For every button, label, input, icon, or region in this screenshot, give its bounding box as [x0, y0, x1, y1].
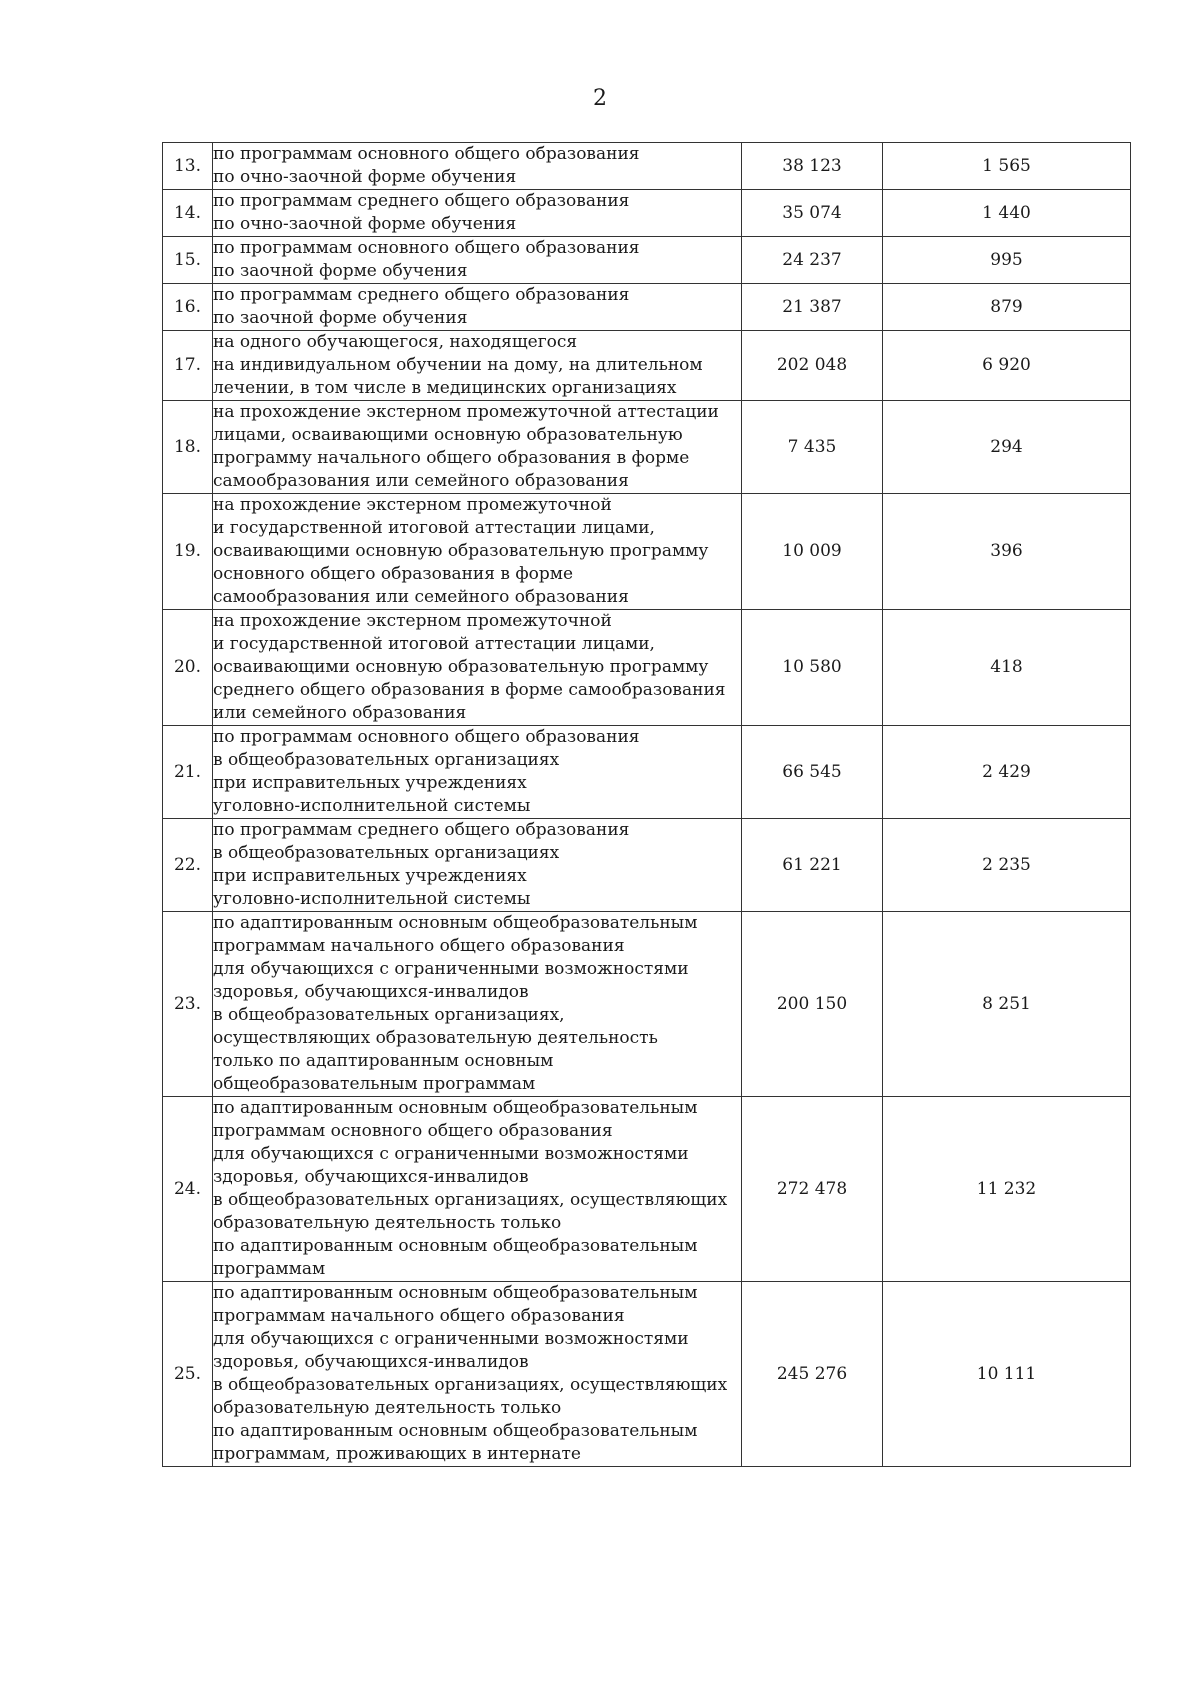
description-line: по программам среднего общего образования — [213, 191, 630, 211]
description-line: на прохождение экстерном промежуточной — [213, 495, 612, 515]
row-description — [213, 190, 742, 237]
description-line: по заочной форме обучения — [213, 308, 468, 328]
value-column-1: 10 009 — [742, 494, 883, 610]
value-column-1: 24 237 — [742, 237, 883, 284]
row-description — [213, 912, 742, 1097]
description-line: на индивидуальном обучении на дому, на длительном — [213, 355, 703, 375]
value-column-2: 879 — [883, 284, 1131, 331]
value-column-1: 7 435 — [742, 401, 883, 494]
row-description — [213, 494, 742, 610]
description-line: по программам основного общего образования — [213, 144, 640, 164]
description-line: по очно-заочной форме обучения — [213, 214, 517, 234]
value-column-2: 8 251 — [883, 912, 1131, 1097]
description-line: по программам основного общего образования — [213, 238, 640, 258]
row-description — [213, 284, 742, 331]
row-description — [213, 143, 742, 190]
table-row — [163, 1282, 1131, 1467]
row-number: 17. — [163, 331, 213, 401]
row-description — [213, 819, 742, 912]
table-row — [163, 1097, 1131, 1282]
description-line: в общеобразовательных организациях — [213, 843, 560, 863]
description-line: по очно-заочной форме обучения — [213, 167, 517, 187]
row-description — [213, 610, 742, 726]
row-number: 18. — [163, 401, 213, 494]
description-line: и государственной итоговой аттестации лицами, — [213, 634, 655, 654]
description-line: образовательную деятельность только — [213, 1398, 562, 1418]
row-number: 20. — [163, 610, 213, 726]
row-number: 15. — [163, 237, 213, 284]
description-line: при исправительных учреждениях — [213, 773, 527, 793]
row-description — [213, 237, 742, 284]
value-column-2: 995 — [883, 237, 1131, 284]
row-number: 21. — [163, 726, 213, 819]
description-line: по адаптированным основным общеобразовательным — [213, 1421, 698, 1441]
description-line: и государственной итоговой аттестации лицами, — [213, 518, 655, 538]
value-column-1: 202 048 — [742, 331, 883, 401]
description-line: общеобразовательным программам — [213, 1074, 536, 1094]
description-line: по программам основного общего образования — [213, 727, 640, 747]
row-description — [213, 1097, 742, 1282]
description-line: по адаптированным основным общеобразовательным — [213, 1098, 698, 1118]
description-line: основного общего образования в форме — [213, 564, 574, 584]
table-row — [163, 237, 1131, 284]
description-line: осваивающими основную образовательную программу — [213, 657, 709, 677]
description-line: программам основного общего образования — [213, 1121, 613, 1141]
description-line: по адаптированным основным общеобразовательным — [213, 1283, 698, 1303]
row-number: 25. — [163, 1282, 213, 1467]
description-line: при исправительных учреждениях — [213, 866, 527, 886]
description-line: по заочной форме обучения — [213, 261, 468, 281]
description-line: программам начального общего образования — [213, 1306, 625, 1326]
description-line: программам, проживающих в интернате — [213, 1444, 581, 1464]
description-line: осваивающими основную образовательную программу — [213, 541, 709, 561]
table-row — [163, 494, 1131, 610]
description-line: программам — [213, 1259, 326, 1279]
description-line: для обучающихся с ограниченными возможностями — [213, 1144, 689, 1164]
description-line: или семейного образования — [213, 703, 467, 723]
row-number: 24. — [163, 1097, 213, 1282]
table-row — [163, 726, 1131, 819]
description-line: здоровья, обучающихся-инвалидов — [213, 982, 529, 1002]
value-column-2: 294 — [883, 401, 1131, 494]
description-line: уголовно-исполнительной системы — [213, 796, 531, 816]
description-line: по программам среднего общего образования — [213, 820, 630, 840]
page-number: 2 — [593, 86, 607, 111]
row-number: 16. — [163, 284, 213, 331]
row-description — [213, 331, 742, 401]
value-column-1: 245 276 — [742, 1282, 883, 1467]
description-line: по адаптированным основным общеобразовательным — [213, 913, 698, 933]
row-number: 22. — [163, 819, 213, 912]
description-line: программам начального общего образования — [213, 936, 625, 956]
row-description — [213, 726, 742, 819]
row-description — [213, 1282, 742, 1467]
description-line: уголовно-исполнительной системы — [213, 889, 531, 909]
row-description — [213, 401, 742, 494]
value-column-1: 200 150 — [742, 912, 883, 1097]
description-line: только по адаптированным основным — [213, 1051, 554, 1071]
description-line: здоровья, обучающихся-инвалидов — [213, 1352, 529, 1372]
table-body — [163, 143, 1131, 1467]
row-number: 13. — [163, 143, 213, 190]
description-line: на одного обучающегося, находящегося — [213, 332, 578, 352]
row-number: 14. — [163, 190, 213, 237]
value-column-1: 38 123 — [742, 143, 883, 190]
row-number: 23. — [163, 912, 213, 1097]
description-line: самообразования или семейного образования — [213, 587, 629, 607]
description-line: самообразования или семейного образования — [213, 471, 629, 491]
description-line: здоровья, обучающихся-инвалидов — [213, 1167, 529, 1187]
description-line: в общеобразовательных организациях, осуществляющих — [213, 1190, 728, 1210]
value-column-2: 1 440 — [883, 190, 1131, 237]
description-line: в общеобразовательных организациях, — [213, 1005, 565, 1025]
description-line: по программам среднего общего образования — [213, 285, 630, 305]
description-line: для обучающихся с ограниченными возможностями — [213, 1329, 689, 1349]
value-column-2: 418 — [883, 610, 1131, 726]
value-column-2: 1 565 — [883, 143, 1131, 190]
description-line: программу начального общего образования в форме — [213, 448, 690, 468]
value-column-1: 66 545 — [742, 726, 883, 819]
value-column-1: 21 387 — [742, 284, 883, 331]
table-row — [163, 284, 1131, 331]
value-column-1: 272 478 — [742, 1097, 883, 1282]
description-line: осуществляющих образовательную деятельность — [213, 1028, 658, 1048]
description-line: по адаптированным основным общеобразовательным — [213, 1236, 698, 1256]
description-line: образовательную деятельность только — [213, 1213, 562, 1233]
value-column-2: 6 920 — [883, 331, 1131, 401]
value-column-2: 11 232 — [883, 1097, 1131, 1282]
table-row — [163, 401, 1131, 494]
description-line: лечении, в том числе в медицинских организациях — [213, 378, 677, 398]
normatives-table — [162, 142, 1131, 1467]
value-column-2: 396 — [883, 494, 1131, 610]
description-line: в общеобразовательных организациях, осуществляющих — [213, 1375, 728, 1395]
description-line: для обучающихся с ограниченными возможностями — [213, 959, 689, 979]
row-number: 19. — [163, 494, 213, 610]
description-line: лицами, осваивающими основную образовательную — [213, 425, 683, 445]
description-line: на прохождение экстерном промежуточной — [213, 611, 612, 631]
description-line: в общеобразовательных организациях — [213, 750, 560, 770]
table-row — [163, 610, 1131, 726]
table-row — [163, 819, 1131, 912]
table-row — [163, 190, 1131, 237]
value-column-2: 2 429 — [883, 726, 1131, 819]
value-column-2: 2 235 — [883, 819, 1131, 912]
value-column-1: 35 074 — [742, 190, 883, 237]
description-line: на прохождение экстерном промежуточной аттестации — [213, 402, 719, 422]
value-column-1: 61 221 — [742, 819, 883, 912]
description-line: среднего общего образования в форме самообразования — [213, 680, 726, 700]
value-column-2: 10 111 — [883, 1282, 1131, 1467]
table-row — [163, 143, 1131, 190]
value-column-1: 10 580 — [742, 610, 883, 726]
table-row — [163, 912, 1131, 1097]
table-row — [163, 331, 1131, 401]
